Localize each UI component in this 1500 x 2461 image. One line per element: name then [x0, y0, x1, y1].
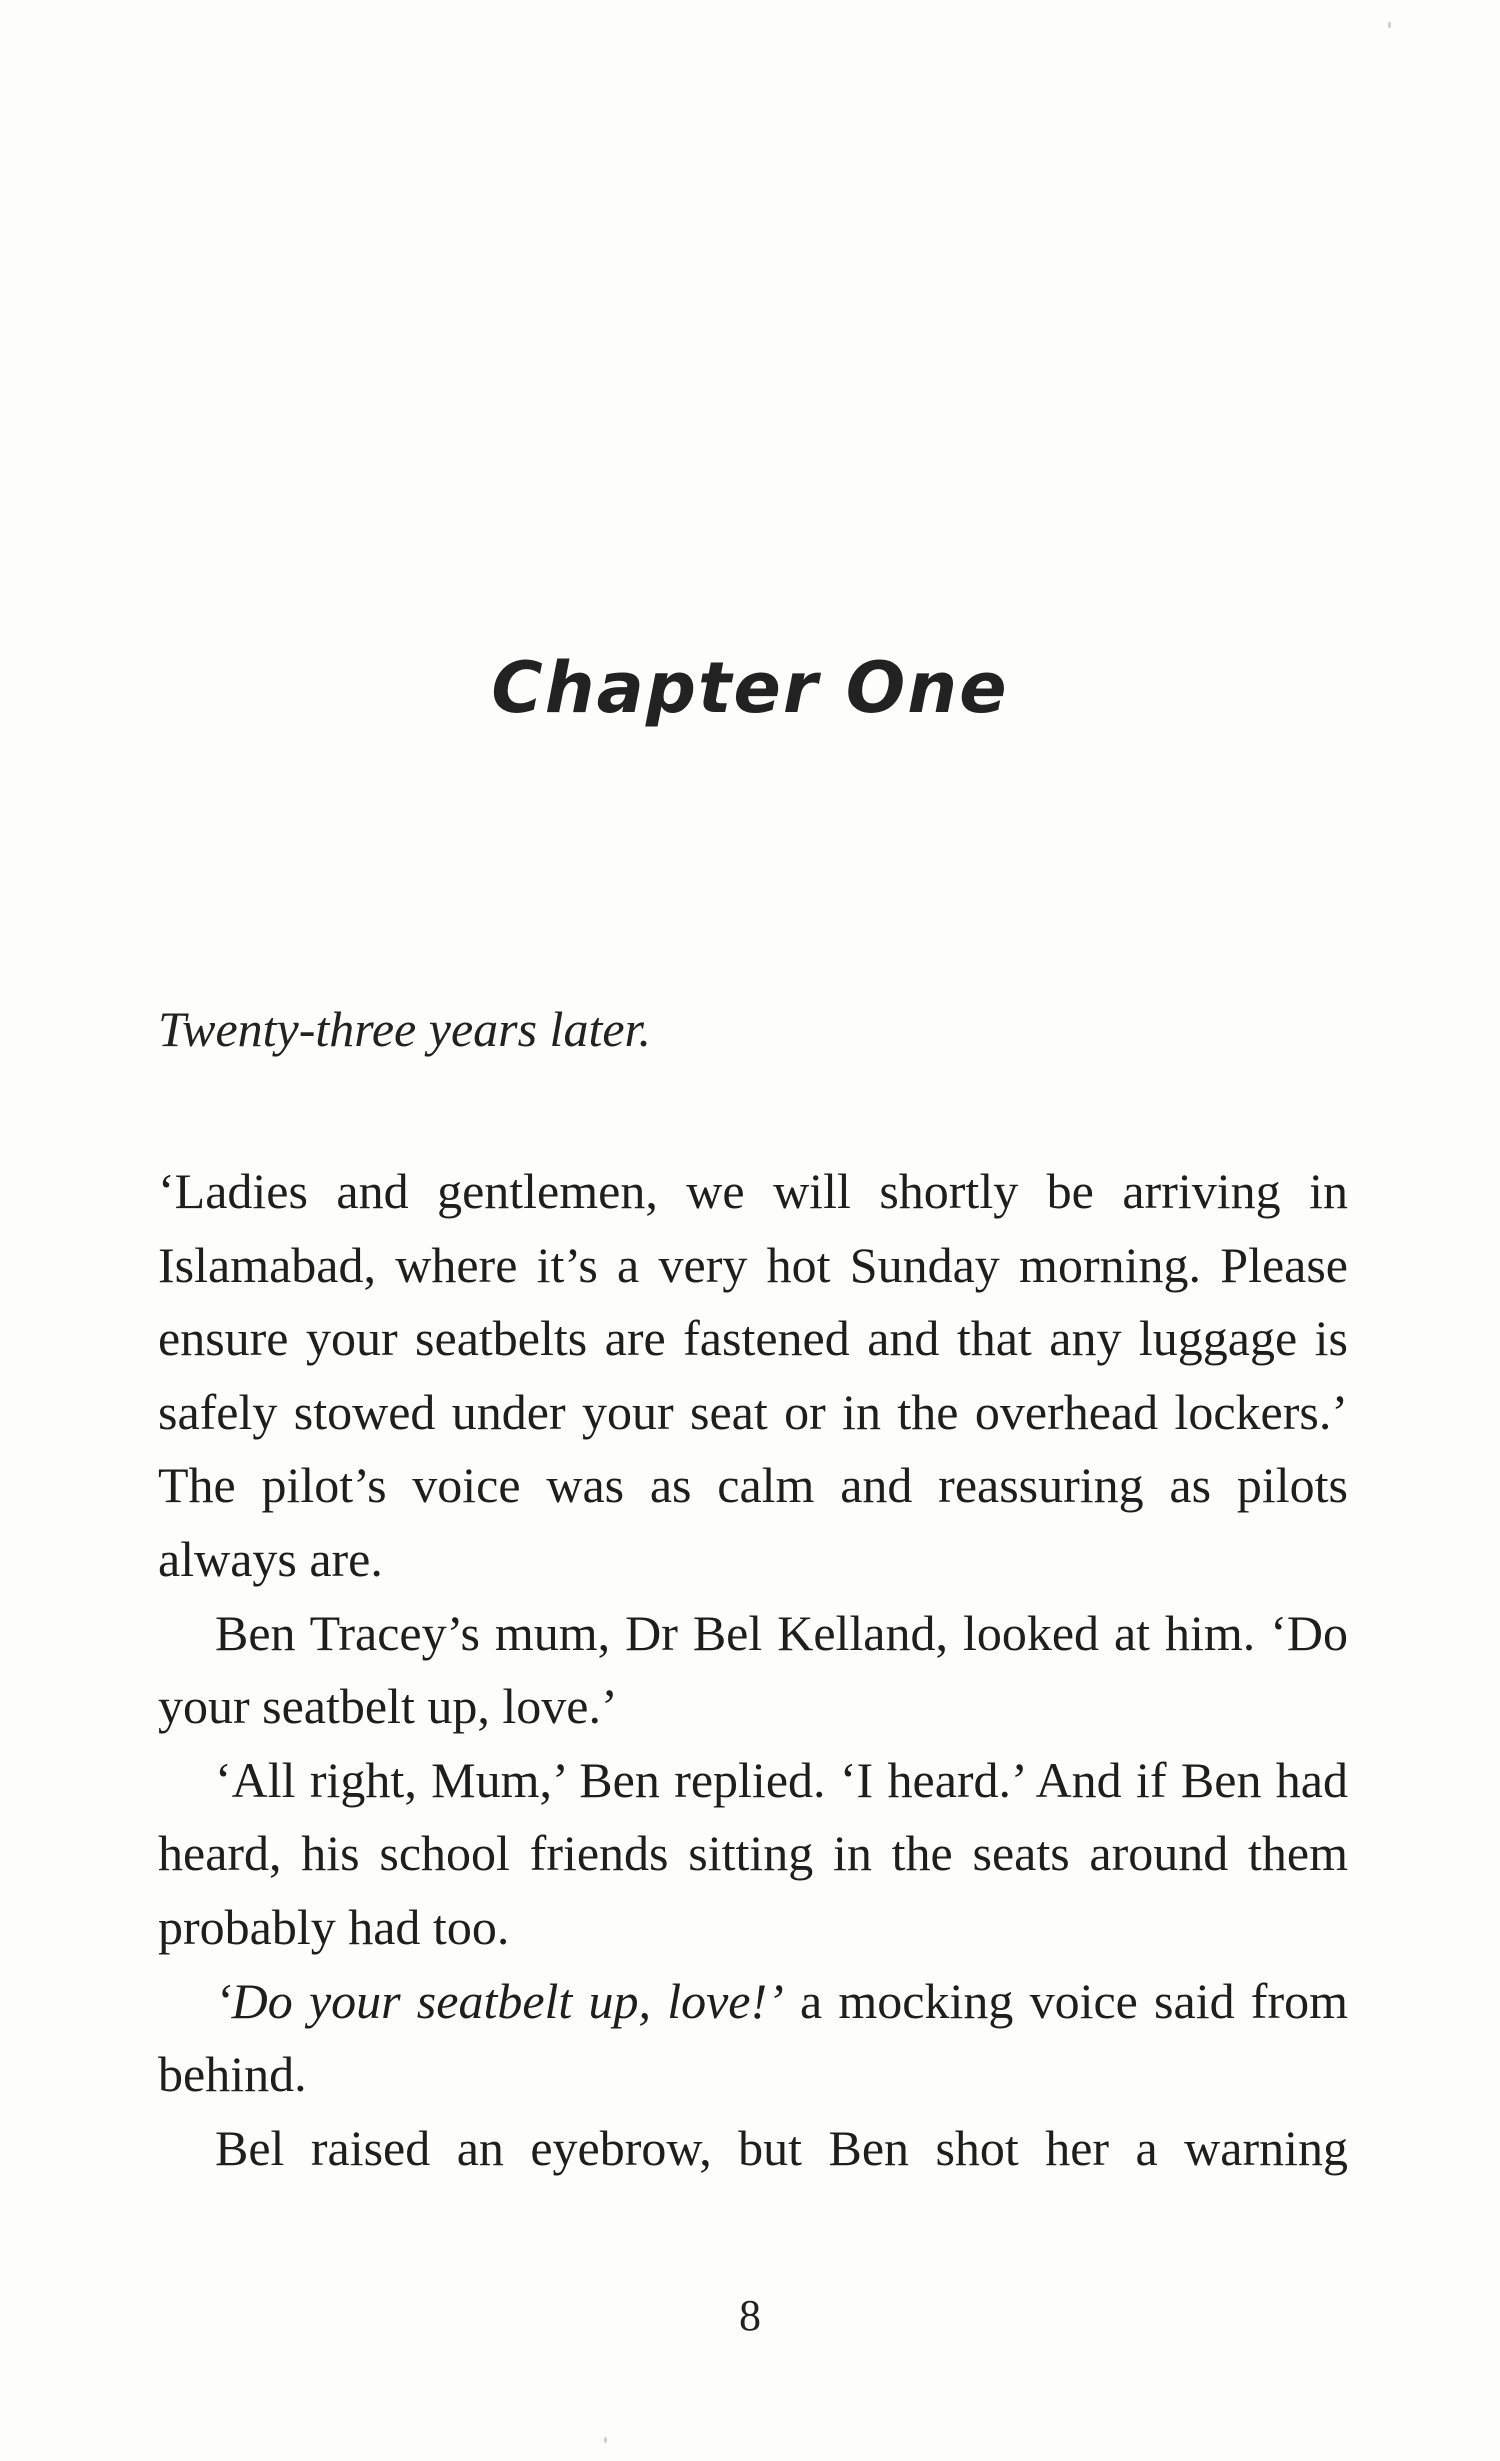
- paragraph-text: a mocking voice said from behind.: [158, 1972, 1348, 2103]
- paper-speck: [604, 2437, 607, 2443]
- page-number: 8: [739, 2291, 761, 2340]
- chapter-subtitle: Twenty-three years later.: [158, 1001, 651, 1057]
- paragraph: [158, 1965, 1348, 2112]
- italic-quote: ‘Do your seatbelt up, love!’: [215, 1972, 784, 2029]
- paragraph: Ben Tracey’s mum, Dr Bel Kelland, looked at him. ‘Do your seatbelt up, love.’: [158, 1604, 1348, 1735]
- paragraph: ‘All right, Mum,’ Ben replied. ‘I heard.’ And if Ben had heard, his school friends sitting in the seats around them probably had too.: [158, 1751, 1348, 1955]
- paragraph: ‘Ladies and gentlemen, we will shortly be arriving in Islamabad, where it’s a very hot Sunday morning. Please ensure your seatbelts are fastened and that any luggage is safely stowed under your seat or in the overhead lockers.’ The pilot’s voice was as calm and reassuring as pilots always are.: [158, 1163, 1348, 1587]
- paper-speck: [1388, 22, 1391, 28]
- body-text: [158, 1155, 1348, 2185]
- paragraph: Bel raised an eyebrow, but Ben shot her a warning: [215, 2119, 1348, 2176]
- chapter-title: Chapter One: [491, 646, 1009, 729]
